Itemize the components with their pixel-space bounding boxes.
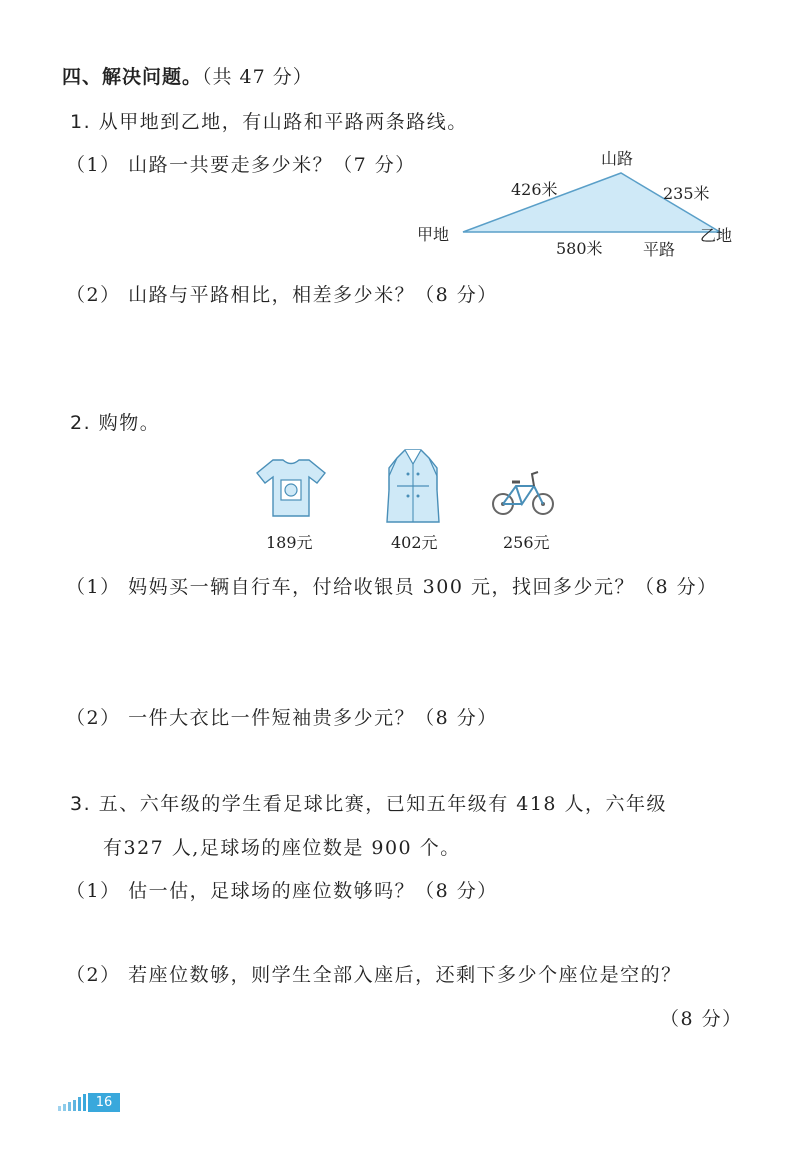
bicycle-price: 256元 [503, 533, 550, 552]
coat-icon [385, 446, 441, 526]
question-2-number: 2. [70, 412, 92, 434]
diagram-start-label: 甲地 [417, 225, 450, 244]
question-1 [70, 107, 468, 134]
bicycle-icon [490, 464, 556, 520]
diagram-end-label: 乙地 [700, 226, 733, 245]
section-points: （共 47 分） [202, 66, 313, 88]
question-2-sub-2: （2） 一件大衣比一件短袖贵多少元？（8 分） [66, 707, 498, 729]
diagram-left-side-length: 426米 [511, 180, 558, 199]
question-2-sub-1: （1） 妈妈买一辆自行车，付给收银员 300 元，找回多少元？（8 分） [66, 576, 718, 598]
section-title [62, 62, 313, 89]
question-3-stem-line-1: 五、六年级的学生看足球比赛，已知五年级有 418 人，六年级 [98, 793, 668, 815]
diagram-right-side-length: 235米 [663, 184, 710, 203]
question-1-stem: 从甲地到乙地，有山路和平路两条路线。 [98, 111, 468, 133]
diagram-flat-label: 平路 [643, 240, 676, 259]
question-2-stem: 购物。 [98, 412, 161, 434]
question-3-sub-1: （1） 估一估，足球场的座位数够吗？（8 分） [66, 880, 498, 902]
page-number: 16 [88, 1093, 120, 1112]
question-3-sub-2-points: （8 分） [660, 1008, 743, 1030]
question-3-number: 3. [70, 793, 92, 815]
question-3-stem-line-2: 有327 人,足球场的座位数是 900 个。 [103, 837, 461, 859]
question-1-sub-2: （2） 山路与平路相比，相差多少米？（8 分） [66, 284, 498, 306]
section-title-text: 四、解决问题。 [62, 66, 203, 88]
tshirt-icon [253, 456, 329, 520]
question-3 [70, 789, 667, 816]
question-3-sub-2: （2） 若座位数够，则学生全部入座后，还剩下多少个座位是空的？ [66, 964, 682, 986]
diagram-peak-label: 山路 [601, 149, 634, 168]
question-1-number: 1. [70, 111, 92, 133]
diagram-base-length: 580米 [556, 239, 603, 258]
question-1-sub-1: （1） 山路一共要走多少米？（7 分） [66, 154, 416, 176]
question-2 [70, 408, 160, 435]
tshirt-price: 189元 [266, 533, 313, 552]
page-bars-decoration [58, 1094, 88, 1111]
coat-price: 402元 [391, 533, 438, 552]
